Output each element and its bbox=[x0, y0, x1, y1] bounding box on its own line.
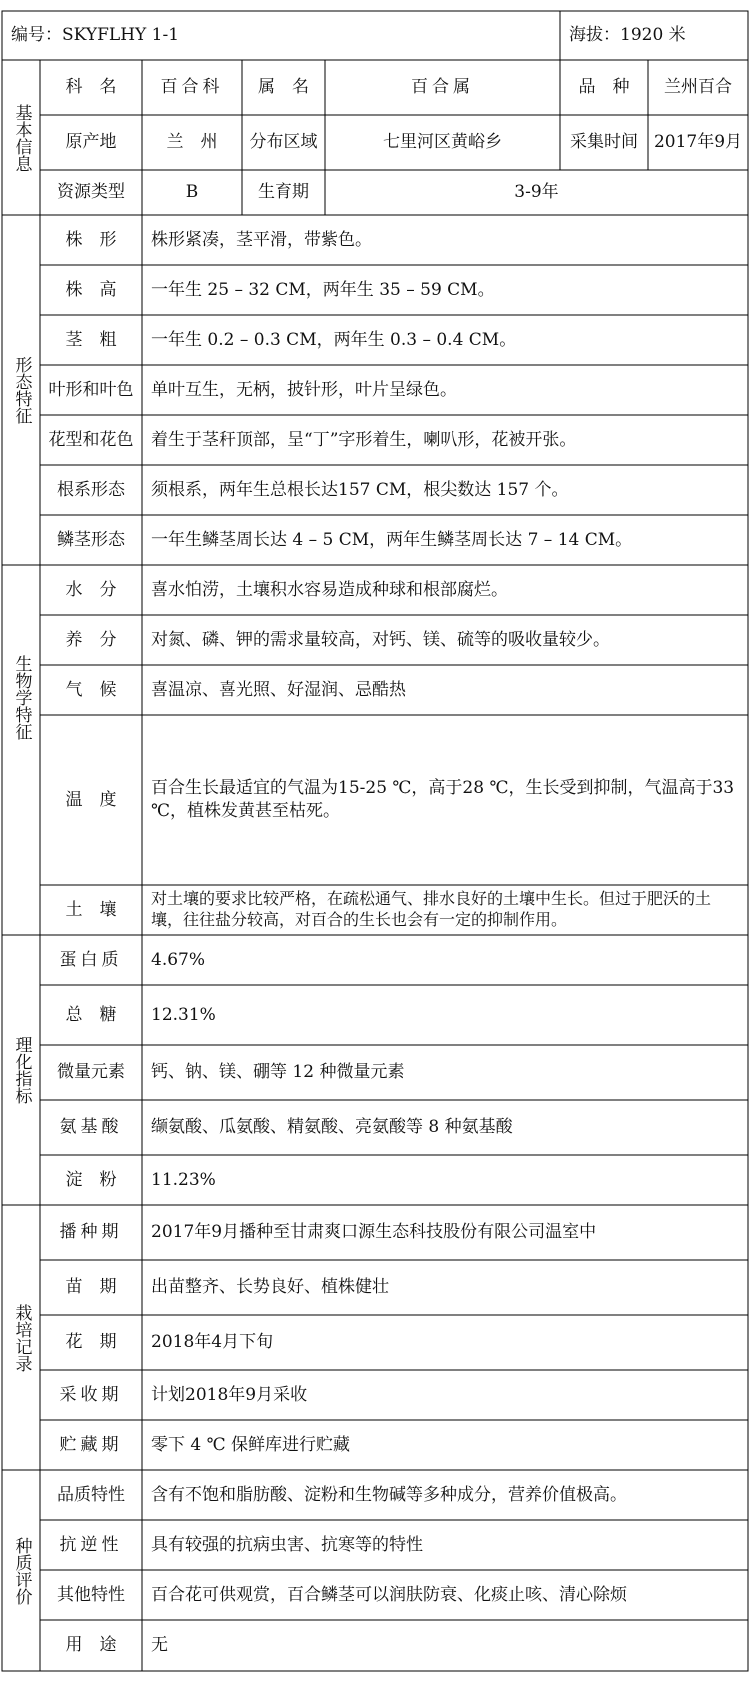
label-resource-type: 资源类型 bbox=[57, 182, 125, 203]
label-storage: 贮藏期 bbox=[59, 1434, 123, 1455]
section-cultivation: 栽培记录 bbox=[11, 1303, 32, 1372]
label-flower: 花型和花色 bbox=[48, 429, 134, 450]
label-quality: 品质特性 bbox=[57, 1484, 125, 1505]
section-evaluation: 种质评价 bbox=[11, 1536, 32, 1605]
label-plant-shape: 株 形 bbox=[65, 229, 117, 250]
section-physchem: 理化指标 bbox=[11, 1036, 32, 1104]
label-bulb: 鳞茎形态 bbox=[57, 529, 125, 550]
value-bulb: 一年生鳞茎周长达 4 – 5 CM，两年生鳞茎周长达 7 – 14 CM。 bbox=[151, 529, 633, 550]
value-sowing: 2017年9月播种至甘肃爽口源生态科技股份有限公司温室中 bbox=[151, 1222, 597, 1243]
value-quality: 含有不饱和脂肪酸、淀粉和生物碱等多种成分，营养价值极高。 bbox=[151, 1484, 627, 1505]
value-amino-acid: 缬氨酸、瓜氨酸、精氨酸、亮氨酸等 8 种氨基酸 bbox=[151, 1117, 513, 1138]
label-root: 根系形态 bbox=[57, 479, 125, 500]
label-temperature: 温 度 bbox=[65, 789, 117, 810]
section-biology: 生物学特征 bbox=[11, 655, 32, 740]
label-soil: 土 壤 bbox=[65, 899, 117, 920]
value-growth-period: 3-9年 bbox=[514, 182, 559, 203]
value-climate: 喜温凉、喜光照、好湿润、忌酷热 bbox=[151, 679, 406, 700]
value-resistance: 具有较强的抗病虫害、抗寒等的特性 bbox=[151, 1534, 423, 1555]
value-soil: 对土壤的要求比较严格，在疏松通气、排水良好的土壤中生长。但过于肥沃的土壤，往往盐分较高，对百合的生长也会有一定的抑制作用。 bbox=[151, 889, 712, 929]
label-variety: 品 种 bbox=[578, 77, 630, 98]
label-starch: 淀 粉 bbox=[65, 1169, 117, 1190]
label-amino-acid: 氨基酸 bbox=[59, 1117, 123, 1138]
label-seedling: 苗 期 bbox=[65, 1277, 117, 1298]
label-leaf: 叶形和叶色 bbox=[48, 379, 134, 400]
value-stem-thickness: 一年生 0.2 – 0.3 CM，两年生 0.3 – 0.4 CM。 bbox=[151, 329, 517, 350]
value-total-sugar: 12.31% bbox=[151, 1004, 216, 1025]
label-sowing: 播种期 bbox=[59, 1222, 123, 1243]
label-family: 科 名 bbox=[65, 77, 117, 98]
label-flowering: 花 期 bbox=[65, 1332, 117, 1353]
value-harvest: 计划2018年9月采收 bbox=[151, 1384, 308, 1405]
label-collect-time: 采集时间 bbox=[570, 132, 638, 153]
value-variety: 兰州百合 bbox=[664, 77, 732, 98]
value-origin: 兰 州 bbox=[166, 132, 218, 153]
label-area: 分布区域 bbox=[249, 132, 318, 153]
value-trace-elements: 钙、钠、镁、硼等 12 种微量元素 bbox=[151, 1062, 405, 1083]
label-stem-thickness: 茎 粗 bbox=[65, 329, 117, 350]
label-nutrient: 养 分 bbox=[65, 629, 117, 650]
label-genus: 属 名 bbox=[258, 77, 309, 98]
value-leaf: 单叶互生，无柄，披针形，叶片呈绿色。 bbox=[151, 379, 457, 400]
altitude: 海拔：1920 米 bbox=[569, 25, 686, 46]
value-resource-type: B bbox=[185, 182, 199, 203]
value-nutrient: 对氮、磷、钾的需求量较高，对钙、镁、硫等的吸收量较少。 bbox=[151, 629, 610, 650]
label-other: 其他特性 bbox=[57, 1584, 125, 1605]
value-starch: 11.23% bbox=[151, 1169, 216, 1190]
value-flowering: 2018年4月下旬 bbox=[151, 1332, 274, 1353]
label-resistance: 抗逆性 bbox=[59, 1534, 123, 1555]
label-plant-height: 株 高 bbox=[65, 279, 117, 300]
value-seedling: 出苗整齐、长势良好、植株健壮 bbox=[151, 1277, 389, 1298]
section-basic-info: 基本信息 bbox=[11, 103, 32, 172]
value-water: 喜水怕涝，土壤积水容易造成种球和根部腐烂。 bbox=[151, 579, 508, 600]
label-protein: 蛋白质 bbox=[59, 949, 123, 970]
label-origin: 原产地 bbox=[65, 132, 117, 153]
value-temperature: 百合生长最适宜的气温为15-25 ℃，高于28 ℃，生长受到抑制，气温高于33 ℃，植株发黄甚至枯死。 bbox=[151, 778, 735, 821]
value-storage: 零下 4 ℃ 保鲜库进行贮藏 bbox=[151, 1434, 351, 1455]
label-usage: 用 途 bbox=[65, 1635, 117, 1656]
label-trace-elements: 微量元素 bbox=[57, 1062, 125, 1083]
value-collect-time: 2017年9月 bbox=[653, 132, 743, 153]
value-protein: 4.67% bbox=[151, 949, 206, 970]
label-water: 水 分 bbox=[65, 579, 117, 600]
label-growth-period: 生育期 bbox=[258, 182, 309, 203]
value-other: 百合花可供观赏，百合鳞茎可以润肤防衰、化痰止咳、清心除烦 bbox=[151, 1584, 627, 1605]
germplasm-record-table bbox=[0, 10, 750, 1672]
value-genus: 百合属 bbox=[411, 77, 474, 98]
value-plant-height: 一年生 25 – 32 CM，两年生 35 – 59 CM。 bbox=[151, 279, 495, 300]
label-total-sugar: 总 糖 bbox=[65, 1004, 117, 1025]
value-flower: 着生于茎秆顶部，呈“丁”字形着生，喇叭形，花被开张。 bbox=[151, 429, 577, 450]
value-usage: 无 bbox=[151, 1635, 168, 1656]
value-family: 百合科 bbox=[160, 77, 224, 98]
value-plant-shape: 株形紧凑，茎平滑，带紫色。 bbox=[151, 229, 372, 250]
serial-number: 编号：SKYFLHY 1-1 bbox=[11, 25, 180, 46]
section-morphology: 形态特征 bbox=[11, 356, 32, 424]
value-root: 须根系，两年生总根长达157 CM，根尖数达 157 个。 bbox=[151, 479, 569, 500]
label-harvest: 采收期 bbox=[59, 1384, 123, 1405]
value-area: 七里河区黄峪乡 bbox=[383, 132, 502, 153]
label-climate: 气 候 bbox=[65, 679, 117, 700]
